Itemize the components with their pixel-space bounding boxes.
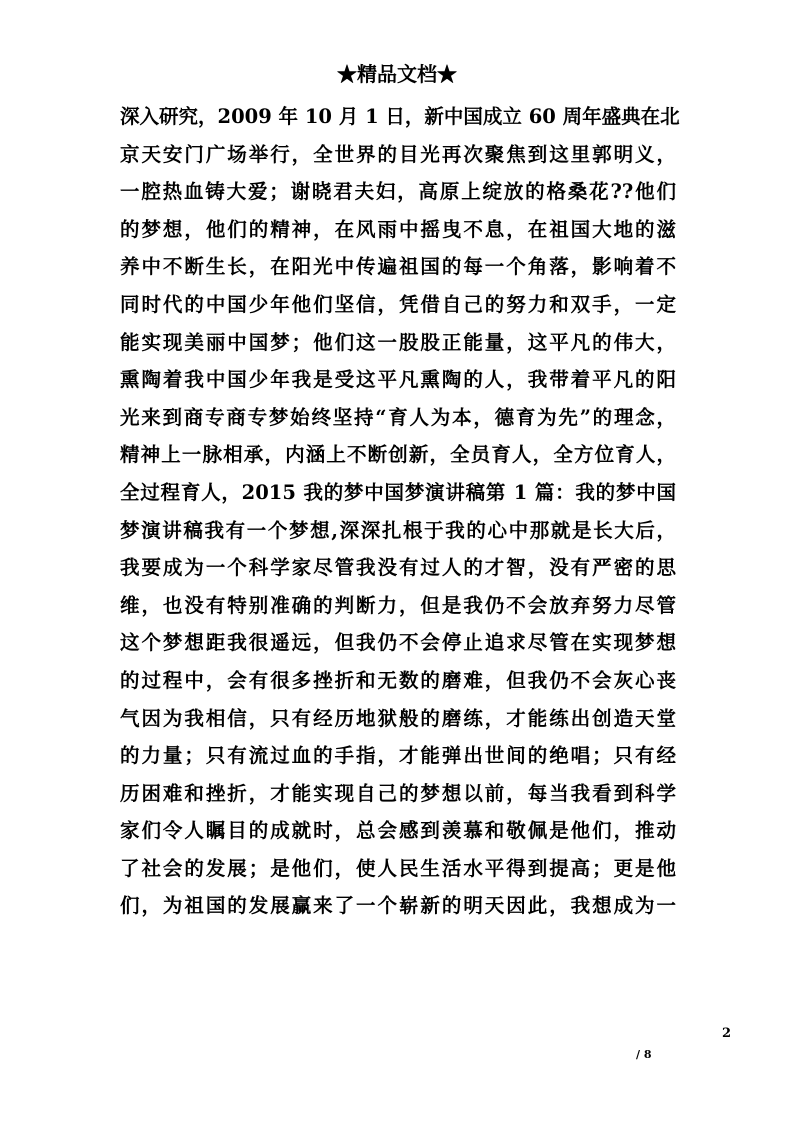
text-line: 一腔热血铸大爱；谢晓君夫妇，高原上绽放的格桑花??他们 [120, 180, 676, 204]
text-line: 精神上一脉相承，内涵上不断创新，全员育人，全方位育人， [120, 443, 676, 467]
text-line: 的力量；只有流过血的手指，才能弹出世间的绝唱；只有经 [120, 744, 676, 768]
page-total: / 8 [636, 1048, 652, 1061]
page-header-title: ★精品文档★ [337, 62, 457, 86]
text-line: 能实现美丽中国梦；他们这一股股正能量，这平凡的伟大， [120, 330, 676, 354]
text-line: 深入研究，2009 年 10 月 1 日，新中国成立 60 周年盛典在北 [120, 105, 680, 128]
text-line: 了社会的发展；是他们，使人民生活水平得到提高；更是他 [120, 856, 676, 880]
text-line: 同时代的中国少年他们坚信，凭借自己的努力和双手，一定 [120, 292, 676, 316]
text-line: 历困难和挫折，才能实现自己的梦想以前，每当我看到科学 [120, 781, 676, 805]
text-line: 熏陶着我中国少年我是受这平凡熏陶的人，我带着平凡的阳 [120, 368, 676, 392]
text-line: 梦演讲稿我有一个梦想,深深扎根于我的心中那就是长大后， [120, 518, 676, 542]
text-line: 这个梦想距我很遥远，但我仍不会停止追求尽管在实现梦想 [120, 631, 676, 655]
text-line: 我要成为一个科学家尽管我没有过人的才智，没有严密的思 [120, 556, 676, 580]
page-number: 2 [722, 1026, 732, 1041]
document-body [120, 98, 680, 925]
text-line: 京天安门广场举行，全世界的目光再次聚焦到这里郭明义， [120, 142, 676, 166]
text-line: 们，为祖国的发展赢来了一个崭新的明天因此，我想成为一 [120, 894, 676, 918]
text-line: 的梦想，他们的精神，在风雨中摇曳不息，在祖国大地的滋 [120, 217, 676, 241]
text-line: 的过程中，会有很多挫折和无数的磨难，但我仍不会灰心丧 [120, 668, 676, 692]
text-line: 养中不断生长，在阳光中传遍祖国的每一个角落，影响着不 [120, 255, 676, 279]
text-line: 家们令人瞩目的成就时，总会感到羡慕和敬佩是他们，推动 [120, 819, 676, 843]
text-line: 维，也没有特别准确的判断力，但是我仍不会放弃努力尽管 [120, 593, 676, 617]
text-line: 气因为我相信，只有经历地狱般的磨练，才能练出创造天堂 [120, 706, 676, 730]
text-line: 全过程育人，2015 我的梦中国梦演讲稿第 1 篇：我的梦中国 [120, 480, 676, 504]
text-line: 光来到商专商专梦始终坚持“育人为本，德育为先”的理念， [120, 405, 676, 429]
